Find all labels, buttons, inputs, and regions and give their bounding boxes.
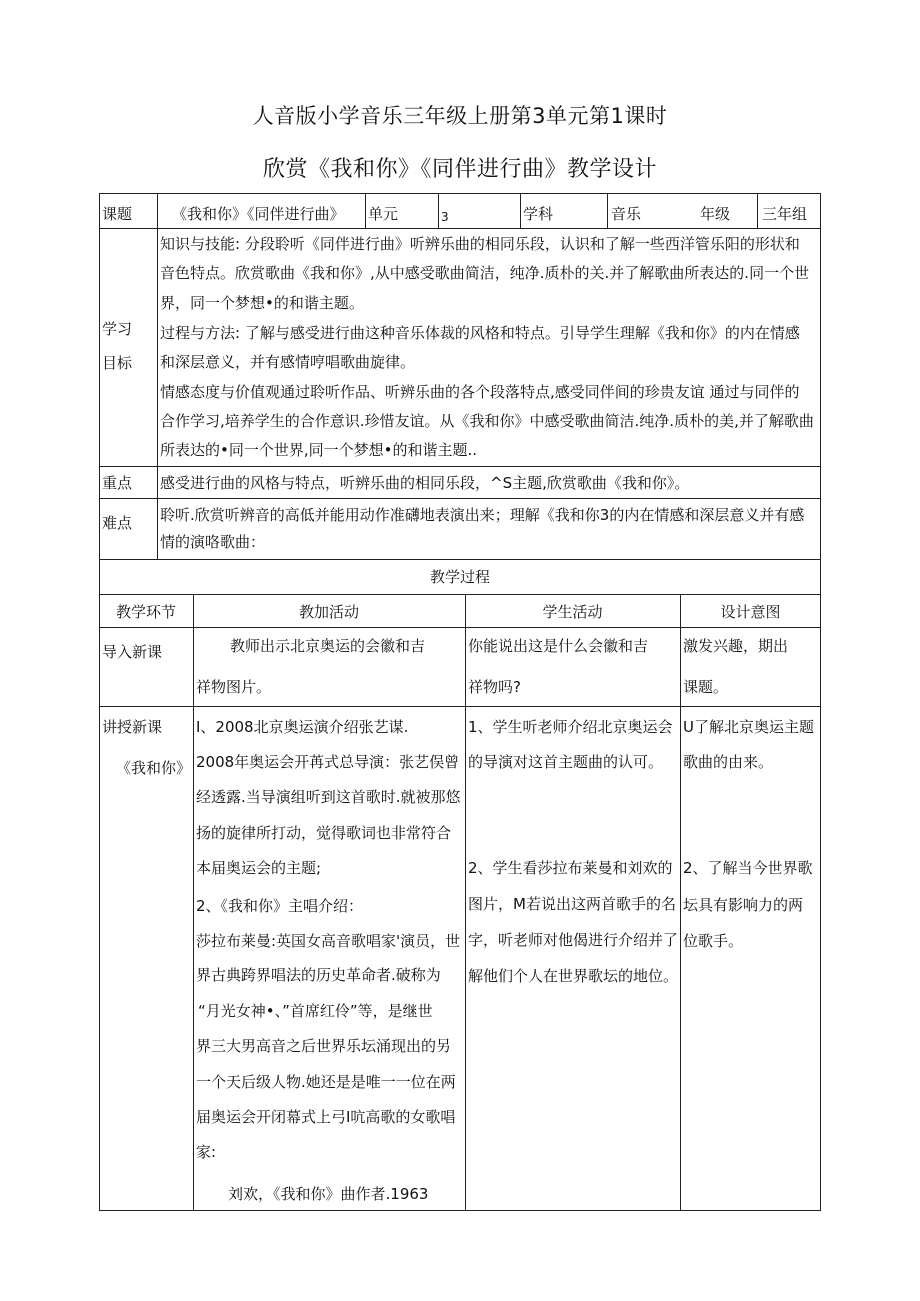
teacher-activity-line: I、2008北京奥运演介绍张艺谋. — [196, 718, 409, 736]
stage-new-lesson-song: 《我和你》 — [116, 759, 192, 777]
key-point-label: 重点 — [102, 474, 133, 492]
student-activity-line: 字，听老师对他偈进行介绍并了 — [468, 931, 679, 949]
header-design-intent: 设计意图 — [720, 603, 781, 621]
objectives-line: 音色特点。欣赏歌曲《我和你》,从中感受歌曲简洁，纯净.质朴的关.并了解歌曲所表达的.同一个世 — [160, 264, 810, 282]
header-stage: 教学环节 — [115, 603, 176, 621]
design-intent-line: 坛具有影响力的两 — [683, 896, 804, 914]
document-subtitle: 欣赏《我和你》《同伴进行曲》教学设计 — [262, 157, 657, 182]
design-intent-line: 2、了解当今世界歌 — [683, 859, 813, 877]
objectives-line: 过程与方法: 了解与感受进行曲这种音乐体裁的风格和特点。引导学生理解《我和你》的内在情感 — [160, 324, 800, 342]
objectives-label: 学习 — [102, 320, 133, 338]
process-section-title: 教学过程 — [429, 568, 490, 586]
teacher-activity-line: 扬的旋律所打动，觉得歌词也非常符合 — [196, 824, 452, 842]
difficulty-line: 聆听.欣赏听辨音的高低并能用动作准礴地表演出来；理解《我和你3的内在情感和深层意义并有感 — [160, 506, 805, 524]
design-intent-line: 激发兴趣，期出 — [683, 637, 789, 655]
design-intent-line: 位歌手。 — [683, 932, 744, 950]
teacher-activity-line: 莎拉布莱曼:英国女高音歌唱家'演员，世 — [196, 932, 461, 950]
teacher-activity-line: “月光女神•、”首席红伶”等，是继世 — [198, 1002, 433, 1020]
teacher-activity-line: 2008年奥运会开苒式总导演：张艺俣曾 — [196, 753, 460, 771]
difficulty-label: 难点 — [102, 514, 133, 532]
teacher-activity-line: 界三大男高音之后世界乐坛涌现出的另 — [196, 1037, 452, 1055]
subject-label: 学科 — [523, 205, 554, 223]
objectives-line: 知识与技能: 分段聆听《同伴进行曲》听辨乐曲的相同乐段，认识和了解一些西洋管乐阳的形状和 — [160, 235, 800, 253]
objectives-line: 界，同一个梦想•的和谐主题。 — [160, 294, 364, 312]
student-activity-line: 你能说出这是什么会徽和吉 — [468, 637, 649, 655]
document-title: 人音版小学音乐三年级上册第3单元第1课时 — [252, 104, 668, 128]
stage-new-lesson: 讲授新课 — [102, 718, 163, 736]
teacher-activity-line: 刘欢，《我和你》曲作者.1963 — [228, 1185, 429, 1203]
student-activity-line: 2、学生看莎拉布莱曼和刘欢的 — [468, 859, 673, 877]
student-activity-line: 的导演对这首主题曲的认可。 — [468, 753, 664, 771]
objectives-label: 目标 — [102, 354, 133, 372]
teacher-activity-line: 届奥运会开闭幕式上弓I吭高歌的女歌唱 — [196, 1108, 456, 1126]
unit-value: 3 — [441, 210, 449, 224]
teacher-activity-line: 2、《我和你》主唱介绍： — [196, 897, 364, 915]
student-activity-line: 祥物吗? — [468, 678, 521, 696]
key-point-text: 感受进行曲的风格与特点，听辨乐曲的相同乐段，^S主题,欣赏歌曲《我和你》。 — [160, 474, 690, 492]
design-intent-line: 歌曲的由来。 — [683, 753, 774, 771]
design-intent-line: U了解北京奥运主题 — [683, 718, 814, 736]
teacher-activity-line: 祥物图片。 — [196, 678, 272, 696]
teacher-activity-line: 界古典跨界唱法的历史革命者.破称为 — [196, 966, 441, 984]
teacher-activity-line: 本届奥运会的主题; — [196, 859, 322, 877]
objectives-line: 和深层意义，并有感情哼唱歌曲旋律。 — [160, 353, 416, 371]
design-intent-line: 课题。 — [683, 678, 729, 696]
teacher-activity-line: 经透露.当导演组听到这首歌时.就被那悠 — [196, 788, 461, 806]
teacher-activity-line: 家: — [196, 1143, 217, 1161]
objectives-line: 合作学习,培养学生的合作意识.珍惜友谊。从《我和你》中感受歌曲简洁.纯净.质朴的美,并了解歌曲 — [160, 412, 814, 430]
objectives-line: 情感态度与价值观通过聆听作品、听辨乐曲的各个段落特点,感受同伴间的珍贵友谊 通过与同伴的 — [160, 383, 800, 401]
lesson-label: 课题 — [102, 205, 133, 223]
stage-intro: 导入新课 — [102, 643, 163, 661]
lesson-plan-table — [99, 193, 821, 1211]
lesson-value: 《我和你》《同伴进行曲》 — [172, 205, 345, 223]
student-activity-line: 图片，M若说出这两首歌手的名 — [468, 895, 676, 913]
difficulty-line: 情的演咯歌曲： — [160, 533, 266, 551]
subject-value: 音乐 — [611, 205, 642, 223]
student-activity-line: 1、学生听老师介绍北京奥运会 — [468, 718, 673, 736]
objectives-line: 所表达的•同一个世界,同一个梦想•的和谐主题.. — [160, 441, 478, 459]
grade-label: 年级 — [700, 205, 731, 223]
teacher-activity-line: 教师出示北京奥运的会徽和吉 — [230, 637, 426, 655]
header-student-activity: 学生活动 — [542, 603, 603, 621]
header-teacher-activity: 教加活动 — [298, 603, 359, 621]
student-activity-line: 解他们个人在世界歌坛的地位。 — [468, 967, 679, 985]
grade-value: 三年组 — [762, 205, 808, 223]
unit-label: 单元 — [368, 205, 399, 223]
teacher-activity-line: 一个天后级人物.她还是是唯一一位在两 — [196, 1073, 456, 1091]
